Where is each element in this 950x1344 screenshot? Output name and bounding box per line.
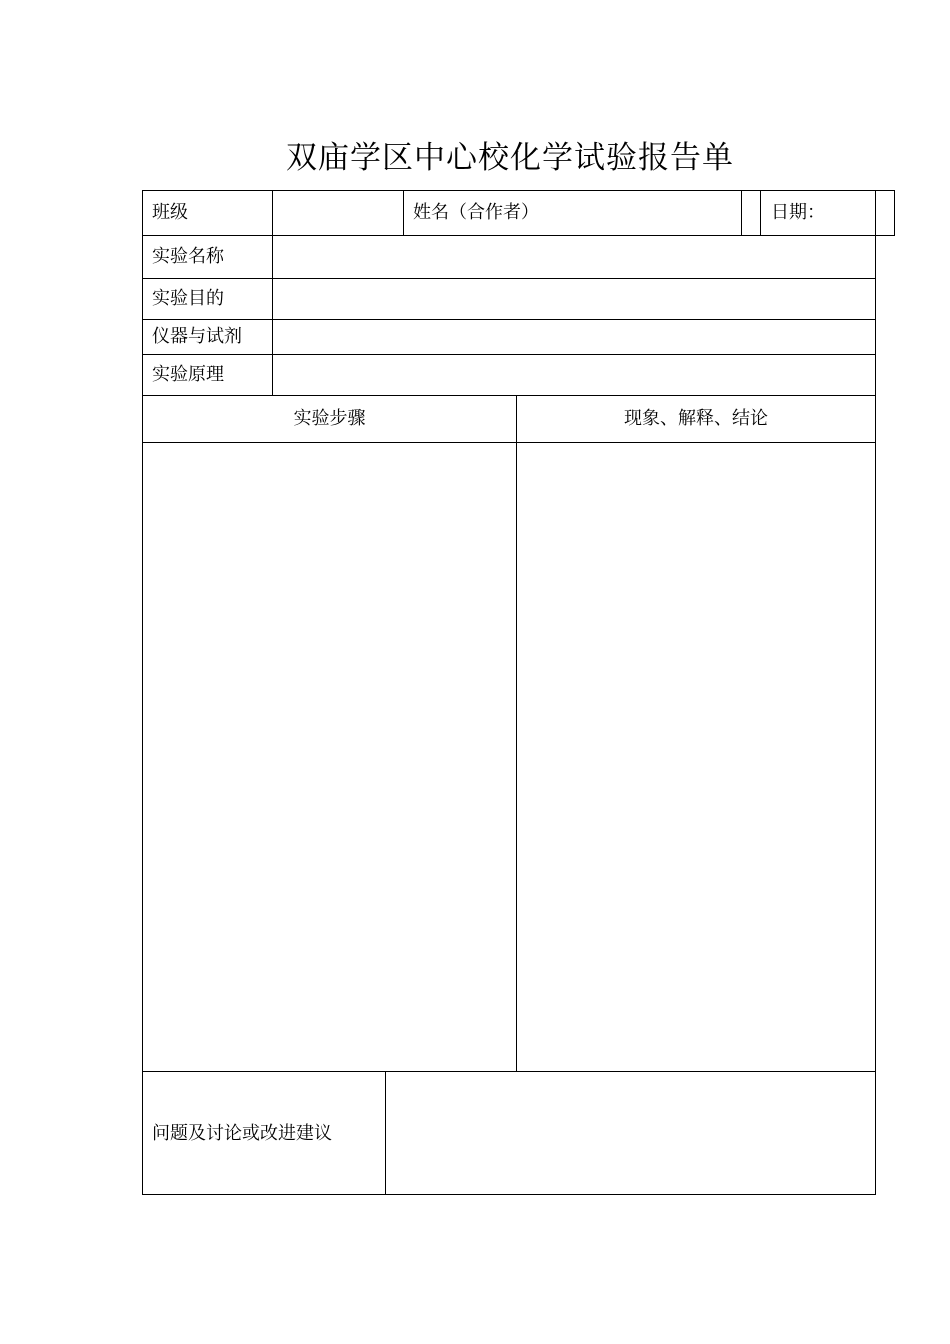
procedure-steps-header: 实验步骤 [293,408,366,429]
experiment-purpose-label: 实验目的 [152,288,224,309]
experiment-principle-field[interactable] [273,355,875,395]
column-divider [403,190,404,236]
results-field[interactable] [517,443,875,1071]
discussion-field[interactable] [386,1072,875,1194]
table-top-border [142,190,895,191]
header-row-extra-right-border [894,190,895,236]
column-divider [760,190,761,236]
date-field[interactable] [876,191,894,235]
procedure-steps-field[interactable] [143,443,516,1071]
experiment-principle-label: 实验原理 [152,364,224,385]
row-divider [142,395,876,396]
name-field[interactable] [742,191,760,235]
class-label: 班级 [152,202,188,223]
page-title: 双庙学区中心校化学试验报告单 [286,140,734,176]
experiment-name-label: 实验名称 [152,246,224,267]
table-bottom-border [142,1194,876,1195]
date-label: 日期： [771,202,825,223]
class-field[interactable] [273,191,403,235]
results-header: 现象、解释、结论 [624,408,768,429]
name-label: 姓名（合作者） [413,202,539,223]
discussion-label: 问题及讨论或改进建议 [152,1123,332,1144]
instruments-reagents-field[interactable] [273,320,875,354]
table-right-border [875,190,876,1195]
instruments-reagents-label: 仪器与试剂 [152,326,242,347]
experiment-name-field[interactable] [273,236,875,278]
experiment-purpose-field[interactable] [273,279,875,319]
